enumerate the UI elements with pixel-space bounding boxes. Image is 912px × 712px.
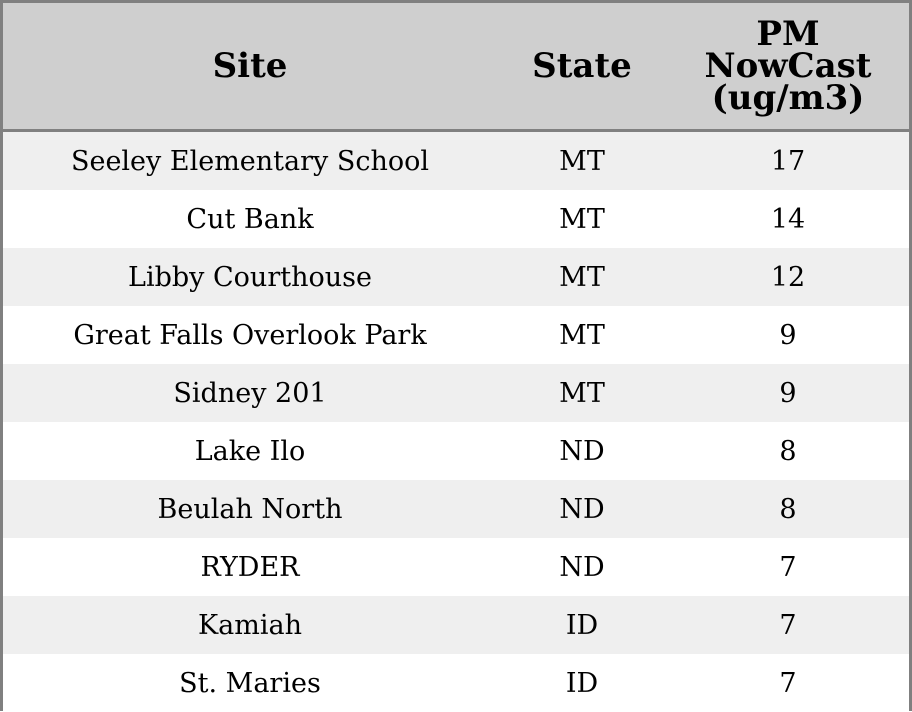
cell-site: Lake Ilo (194, 435, 306, 467)
cell-pm-nowcast: 14 (770, 203, 806, 235)
table-row (3, 306, 909, 364)
cell-pm-nowcast: 7 (779, 667, 797, 699)
cell-site: RYDER (200, 551, 300, 583)
cell-pm-nowcast: 9 (779, 319, 797, 351)
cell-pm-nowcast: 9 (779, 377, 797, 409)
table-row (3, 480, 909, 538)
cell-state: ID (565, 609, 599, 641)
cell-site: Beulah North (157, 493, 343, 525)
cell-state: ND (559, 493, 605, 525)
table-body (3, 132, 909, 712)
table-row (3, 654, 909, 712)
column-header-pm-nowcast: PM NowCast (ug/m3) (704, 14, 872, 118)
cell-state: ND (559, 551, 605, 583)
cell-pm-nowcast: 8 (779, 435, 797, 467)
table-row (3, 248, 909, 306)
cell-pm-nowcast: 7 (779, 609, 797, 641)
table-row (3, 132, 909, 190)
table-header (3, 3, 909, 132)
cell-site: Seeley Elementary School (70, 145, 430, 177)
table-row (3, 364, 909, 422)
column-header-state: State (532, 46, 632, 86)
table-row (3, 190, 909, 248)
cell-state: MT (559, 261, 605, 293)
table-row (3, 596, 909, 654)
table-row (3, 422, 909, 480)
column-header-site: Site (212, 46, 288, 86)
cell-state: ND (559, 435, 605, 467)
cell-state: MT (559, 203, 605, 235)
cell-site: Cut Bank (186, 203, 314, 235)
cell-site: Libby Courthouse (128, 261, 372, 293)
cell-site: Kamiah (198, 609, 302, 641)
cell-state: MT (559, 319, 605, 351)
cell-site: St. Maries (179, 667, 321, 699)
cell-pm-nowcast: 8 (779, 493, 797, 525)
cell-pm-nowcast: 17 (770, 145, 806, 177)
cell-pm-nowcast: 7 (779, 551, 797, 583)
cell-state: ID (565, 667, 599, 699)
cell-site: Great Falls Overlook Park (73, 319, 427, 351)
cell-state: MT (559, 145, 605, 177)
table-row (3, 538, 909, 596)
cell-site: Sidney 201 (173, 377, 327, 409)
cell-state: MT (559, 377, 605, 409)
cell-pm-nowcast: 12 (770, 261, 806, 293)
